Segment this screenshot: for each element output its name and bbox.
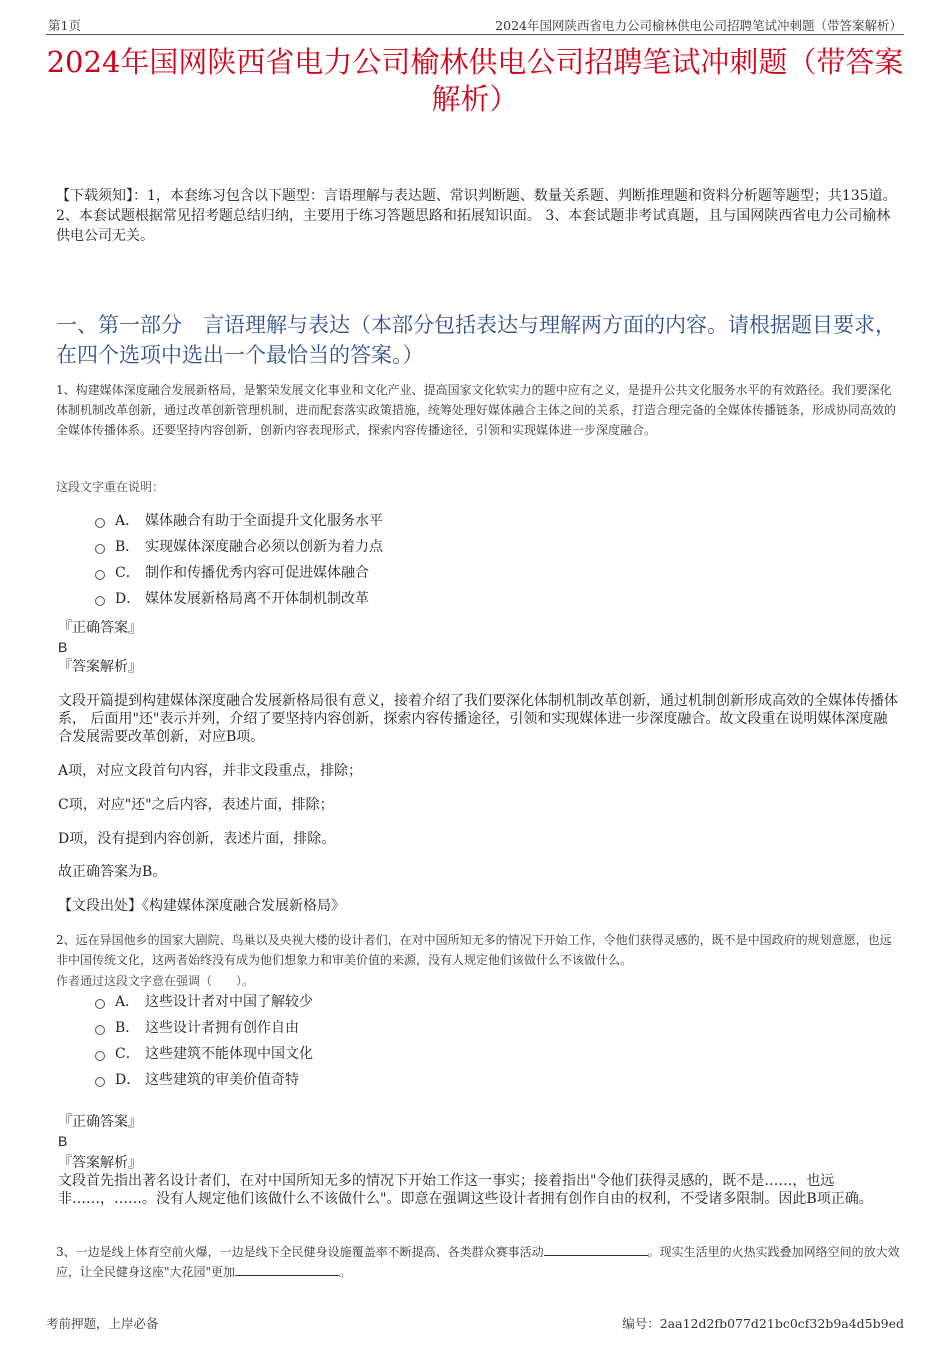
question-2-text: 2、远在异国他乡的国家大剧院、鸟巢以及央视大楼的设计者们，在对中国所知无多的情况下开始工作，令他们获得灵感的，既不是中国政府的规划意愿，也远非中国传统文化，这两者始终没有成为他们想象力和审美价值的来源，没有人规定他们该做什么不该做什么。 <box>56 933 892 967</box>
radio-icon[interactable] <box>95 1077 105 1087</box>
option-b[interactable]: B． 实现媒体深度融合必须以创新为着力点 <box>95 534 383 560</box>
question-2-options <box>95 989 313 1093</box>
section-heading: 一、第一部分 言语理解与表达（本部分包括表达与理解两方面的内容。请根据题目要求，在四个选项中选出一个最恰当的答案。） <box>56 313 896 367</box>
question-2-prompt: 作者通过这段文字意在强调（ ）。 <box>56 974 255 988</box>
radio-icon[interactable] <box>95 1025 105 1035</box>
radio-icon[interactable] <box>95 1051 105 1061</box>
header-doc-title: 2024年国网陕西省电力公司榆林供电公司招聘笔试冲刺题（带答案解析） <box>495 18 902 33</box>
question-1-options <box>95 508 383 612</box>
answer-label: 『正确答案』 <box>58 620 142 636</box>
blank-1[interactable] <box>544 1243 648 1256</box>
footer-id: 编号：2aa12d2fb077d21bc0cf32b9a4d5b9ed <box>622 1316 904 1331</box>
analysis-text: 文段开篇提到构建媒体深度融合发展新格局很有意义，接着介绍了我们要深化体制机制改革创新，通过机制创新形成高效的全媒体传播体系， 后面用"还"表示并列，介绍了要坚持内容创新，探索内容传播途径，引领和实现媒体进一步深度融合。故文段重在说明媒体深度融合发展需要改革创新，对应B项。 <box>58 693 898 745</box>
option-b[interactable]: B． 这些设计者拥有创作自由 <box>95 1015 313 1041</box>
footer-slogan: 考前押题，上岸必备 <box>46 1316 159 1331</box>
analysis-text: 文段首先指出著名设计者们，在对中国所知无多的情况下开始工作这一事实；接着指出"令他们获得灵感的，既不是……，也远非……，……。没有人规定他们该做什么不该做什么"。即意在强调这些设计者拥有创作自由的权利，不受诸多限制。因此B项正确。 <box>58 1173 873 1207</box>
source-citation: 【文段出处】《构建媒体深度融合发展新格局》 <box>58 898 345 914</box>
question-3-text: 3、一边是线上体育空前火爆，一边是线下全民健身设施覆盖率不断提高、各类群众赛事活动 。现实生活里的火热实践叠加网络空间的放大效应，让全民健身这座"大花园"更加 。 <box>56 1245 900 1279</box>
option-c[interactable]: C． 这些建筑不能体现中国文化 <box>95 1041 313 1067</box>
option-d[interactable]: D． 媒体发展新格局离不开体制机制改革 <box>95 586 383 612</box>
answer-value: B <box>58 639 68 655</box>
page-header <box>46 14 904 35</box>
radio-icon[interactable] <box>95 596 105 606</box>
analysis-note-a: A项，对应文段首句内容，并非文段重点，排除； <box>58 763 363 779</box>
answer-value: B <box>58 1133 68 1149</box>
radio-icon[interactable] <box>95 544 105 554</box>
radio-icon[interactable] <box>95 999 105 1009</box>
option-c[interactable]: C． 制作和传播优秀内容可促进媒体融合 <box>95 560 383 586</box>
radio-icon[interactable] <box>95 518 105 528</box>
question-1-prompt: 这段文字重在说明： <box>56 480 165 494</box>
option-d[interactable]: D． 这些建筑的审美价值奇特 <box>95 1067 313 1093</box>
blank-2[interactable] <box>235 1263 339 1276</box>
analysis-note-c: C项，对应"还"之后内容，表述片面，排除； <box>58 797 334 813</box>
document-title: 2024年国网陕西省电力公司榆林供电公司招聘笔试冲刺题（带答案解析） <box>46 45 904 116</box>
option-a[interactable]: A． 媒体融合有助于全面提升文化服务水平 <box>95 508 383 534</box>
analysis-label: 『答案解析』 <box>58 1155 142 1171</box>
answer-label: 『正确答案』 <box>58 1114 142 1130</box>
radio-icon[interactable] <box>95 570 105 580</box>
option-a[interactable]: A． 这些设计者对中国了解较少 <box>95 989 313 1015</box>
download-notice: 【下载须知】：1，本套练习包含以下题型：言语理解与表达题、常识判断题、数量关系题、判断推理题和资料分析题等题型；共135道。 2、本套试题根据常见招考题总结归纳，主要用于练习答题思路和拓展知识面。 3、本套试题非考试真题，且与国网陕西省电力公司榆林供电公司无关。 <box>56 188 897 244</box>
analysis-note-d: D项，没有提到内容创新，表述片面，排除。 <box>58 831 336 847</box>
analysis-label: 『答案解析』 <box>58 659 142 675</box>
question-1-text: 1、构建媒体深度融合发展新格局，是繁荣发展文化事业和文化产业、提高国家文化软实力的题中应有之义，是提升公共文化服务水平的有效路径。我们要深化体制机制改革创新，通过改革创新管理机制，进而配套落实政策措施，统筹处理好媒体融合主体之间的关系，打造合理完备的全媒体传播链条，形成协同高效的全媒体传播体系。还要坚持内容创新，创新内容表现形式，探索内容传播途径，引领和实现媒体进一步深度融合。 <box>56 383 897 437</box>
analysis-conclusion: 故正确答案为B。 <box>58 864 167 880</box>
page-number: 第1页 <box>48 18 81 33</box>
